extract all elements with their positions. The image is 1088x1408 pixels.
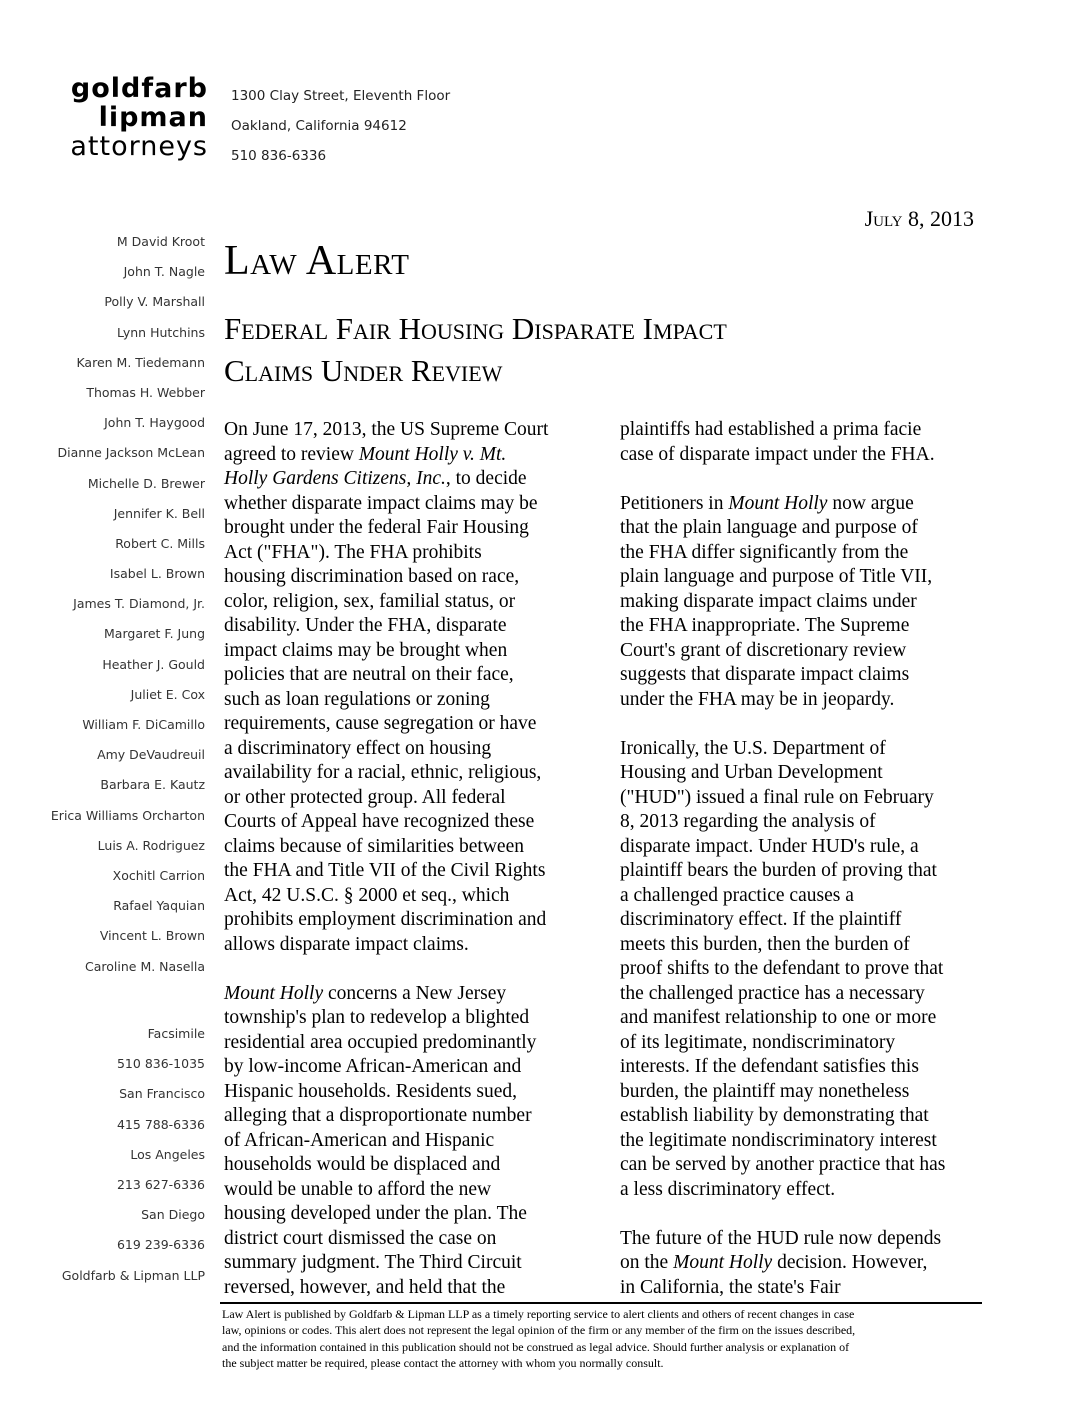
attorney-name: Isabel L. Brown [109, 566, 205, 582]
attorney-name: Thomas H. Webber [86, 384, 205, 400]
attorney-name: Lynn Hutchins [117, 324, 205, 340]
paragraph-intro [224, 418, 599, 957]
text-line: that the plain language and purpose of [620, 517, 918, 538]
case-name: Mount Holly [673, 1252, 773, 1273]
text-line: the FHA and Title VII of the Civil Rights [224, 860, 546, 881]
disclaimer-line: and the information contained in this publication should not be construed as legal advice. Should further analysis or explanation of [222, 1339, 850, 1354]
logo-line-attorneys: attorneys [70, 131, 208, 162]
attorney-name: Heather J. Gould [102, 656, 205, 672]
text-line: meets this burden, then the burden of [620, 933, 910, 955]
text-line: the FHA inappropriate. The Supreme [620, 615, 910, 636]
text-line: Act ("FHA"). The FHA prohibits [224, 541, 482, 563]
attorney-name: Karen M. Tiedemann [76, 354, 205, 370]
body-column-right [620, 418, 995, 1325]
text-line: Court's grant of discretionary review [620, 639, 907, 661]
attorney-name: M David Kroot [116, 234, 205, 249]
sf-office-label: San Francisco [119, 1086, 205, 1102]
case-name: Mount Holly [728, 492, 828, 514]
text-line: brought under the federal Fair Housing [224, 517, 529, 538]
text-line: discriminatory effect. If the plaintiff [620, 909, 902, 930]
text-line: Ironically, the U.S. Department of [620, 737, 886, 759]
text-line: would be unable to afford the new [224, 1178, 492, 1200]
attorney-name: Rafael Yaquian [113, 898, 205, 914]
footer-divider [220, 1302, 982, 1304]
text-line: disparate impact. Under HUD's rule, a [620, 835, 919, 857]
text-line: residential area occupied predominantly [224, 1031, 537, 1053]
logo-line-goldfarb: goldfarb [70, 73, 208, 104]
legal-disclaimer [222, 1306, 992, 1371]
headline-line-1: Federal Fair Housing Disparate Impact [224, 311, 727, 346]
text-line: a discriminatory effect on housing [224, 737, 492, 759]
fax-number: 510 836-1035 [116, 1056, 205, 1072]
text-line: a challenged practice causes a [620, 884, 854, 906]
sd-office-label: San Diego [141, 1207, 205, 1223]
text-line: establish liability by demonstrating that [620, 1105, 929, 1126]
address-city: Oakland, California 94612 [231, 118, 407, 134]
text-line: of African-American and Hispanic [224, 1129, 495, 1151]
paragraph-petitioners [620, 492, 995, 713]
paragraph-future [620, 1227, 995, 1301]
text-line: township's plan to redevelop a blighted [224, 1007, 530, 1028]
attorney-name: James T. Diamond, Jr. [73, 596, 205, 612]
attorney-roster [0, 232, 205, 987]
text-line: making disparate impact claims under [620, 590, 917, 612]
text-line: reversed, however, and held that the [224, 1276, 506, 1298]
text-line: burden, the plaintiff may nonetheless [620, 1080, 910, 1102]
text-line: prohibits employment discrimination and [224, 909, 547, 930]
text-line: the FHA differ significantly from the [620, 541, 909, 563]
paragraph-background [224, 982, 599, 1301]
case-name: Holly Gardens Citizens, Inc. [224, 468, 446, 489]
text-line: by low-income African-American and [224, 1056, 522, 1077]
attorney-name: Caroline M. Nasella [85, 958, 205, 974]
publication-date: July 8, 2013 [864, 206, 974, 231]
text-line: district court dismissed the case on [224, 1227, 497, 1249]
attorney-name: Polly V. Marshall [104, 294, 205, 310]
text-line: policies that are neutral on their face, [224, 664, 514, 685]
text-line: proof shifts to the defendant to prove that [620, 958, 944, 979]
attorney-name: Margaret F. Jung [104, 626, 205, 642]
attorney-name: Luis A. Rodriguez [97, 837, 205, 853]
paragraph-hud-rule [620, 737, 995, 1203]
text-line: requirements, cause segregation or have [224, 713, 537, 734]
attorney-name: Xochitl Carrion [112, 867, 205, 883]
text-line: Hispanic households. Residents sued, [224, 1080, 518, 1102]
text-line: under the FHA may be in jeopardy. [620, 688, 895, 710]
text-line: allows disparate impact claims. [224, 933, 469, 955]
disclaimer-line: law, opinions or codes. This alert does not represent the legal opinion of the firm or any member of the firm on the issues described, [222, 1323, 856, 1338]
text-line: on the Mount Holly decision. However, [620, 1252, 928, 1273]
sf-office-phone: 415 788-6336 [116, 1116, 205, 1132]
attorney-name: John T. Haygood [104, 415, 205, 431]
disclaimer-line: the subject matter be required, please contact the attorney with whom you normally consult. [222, 1355, 664, 1370]
address-street: 1300 Clay Street, Eleventh Floor [231, 88, 451, 104]
text-line: the challenged practice has a necessary [620, 982, 925, 1004]
text-line: Housing and Urban Development [620, 762, 883, 783]
attorney-name: Jennifer K. Bell [113, 505, 205, 521]
text-line: alleging that a disproportionate number [224, 1105, 532, 1126]
text-line: case of disparate impact under the FHA. [620, 443, 935, 465]
text-line: housing discrimination based on race, [224, 566, 520, 587]
attorney-name: Michelle D. Brewer [87, 475, 205, 491]
text-line: interests. If the defendant satisfies this [620, 1056, 919, 1077]
text-line: can be served by another practice that has [620, 1154, 946, 1175]
attorney-name: Juliet E. Cox [130, 686, 205, 702]
text-line: Courts of Appeal have recognized these [224, 811, 535, 832]
text-line: such as loan regulations or zoning [224, 688, 490, 710]
firm-address [231, 81, 450, 171]
attorney-name: William F. DiCamillo [82, 717, 205, 732]
attorney-name: Erica Williams Orcharton [50, 807, 205, 823]
text-line: availability for a racial, ethnic, religious, [224, 762, 542, 783]
text-line: of its legitimate, nondiscriminatory [620, 1031, 896, 1053]
firm-name: Goldfarb & Lipman LLP [61, 1267, 205, 1283]
text-line: disability. Under the FHA, disparate [224, 615, 507, 636]
text-line: whether disparate impact claims may be [224, 492, 538, 514]
text-line: The future of the HUD rule now depends [620, 1227, 942, 1249]
attorney-name: Dianne Jackson McLean [57, 445, 205, 461]
la-office-phone: 213 627-6336 [116, 1176, 205, 1192]
article-headline [224, 308, 924, 392]
text-line: plain language and purpose of Title VII, [620, 566, 933, 587]
disclaimer-line: Law Alert is published by Goldfarb & Lipman LLP as a timely reporting service to alert clients and others of recent changes in case [222, 1307, 855, 1321]
text-line: in California, the state's Fair [620, 1276, 841, 1298]
text-line: 8, 2013 regarding the analysis of [620, 811, 876, 832]
text-line: households would be displaced and [224, 1154, 501, 1175]
body-column-left [224, 418, 599, 1325]
attorney-name: Amy DeVaudreuil [97, 747, 205, 763]
text-line: or other protected group. All federal [224, 786, 506, 808]
attorney-name: John T. Nagle [123, 264, 205, 280]
attorney-name: Barbara E. Kautz [100, 777, 205, 793]
text-line: On June 17, 2013, the US Supreme Court [224, 419, 549, 440]
attorney-name: Robert C. Mills [115, 535, 205, 551]
text-line: impact claims may be brought when [224, 639, 508, 661]
fax-label: Facsimile [147, 1026, 205, 1041]
la-office-label: Los Angeles [130, 1146, 205, 1162]
case-name: Mount Holly [224, 982, 324, 1004]
text-line: Holly Gardens Citizens, Inc., to decide [224, 468, 527, 489]
text-line: Petitioners in Mount Holly now argue [620, 492, 914, 514]
text-line: suggests that disparate impact claims [620, 664, 910, 685]
headline-line-2: Claims Under Review [224, 353, 503, 388]
firm-logo [50, 74, 208, 161]
text-line: agreed to review Mount Holly v. Mt. [224, 443, 507, 465]
attorney-name: Vincent L. Brown [99, 928, 205, 944]
paragraph-holding [620, 418, 995, 467]
text-line: summary judgment. The Third Circuit [224, 1252, 522, 1273]
text-line: the legitimate nondiscriminatory interest [620, 1129, 937, 1151]
text-line: Mount Holly concerns a New Jersey [224, 982, 507, 1004]
text-line: a less discriminatory effect. [620, 1178, 836, 1200]
text-line: and manifest relationship to one or more [620, 1007, 937, 1028]
document-title: Law Alert [224, 238, 410, 284]
office-contacts [0, 1024, 205, 1296]
case-name: Mount Holly v. Mt. [358, 443, 507, 465]
logo-line-lipman: lipman [98, 102, 208, 133]
sd-office-phone: 619 239-6336 [116, 1237, 205, 1253]
text-line: claims because of similarities between [224, 835, 524, 857]
text-line: ("HUD") issued a final rule on February [620, 786, 934, 808]
text-line: color, religion, sex, familial status, or [224, 590, 516, 612]
address-phone: 510 836-6336 [231, 148, 327, 164]
text-line: plaintiffs had established a prima facie [620, 419, 922, 440]
text-line: plaintiff bears the burden of proving that [620, 860, 937, 881]
text-line: housing developed under the plan. The [224, 1203, 527, 1224]
text-line: Act, 42 U.S.C. § 2000 et seq., which [224, 884, 510, 906]
